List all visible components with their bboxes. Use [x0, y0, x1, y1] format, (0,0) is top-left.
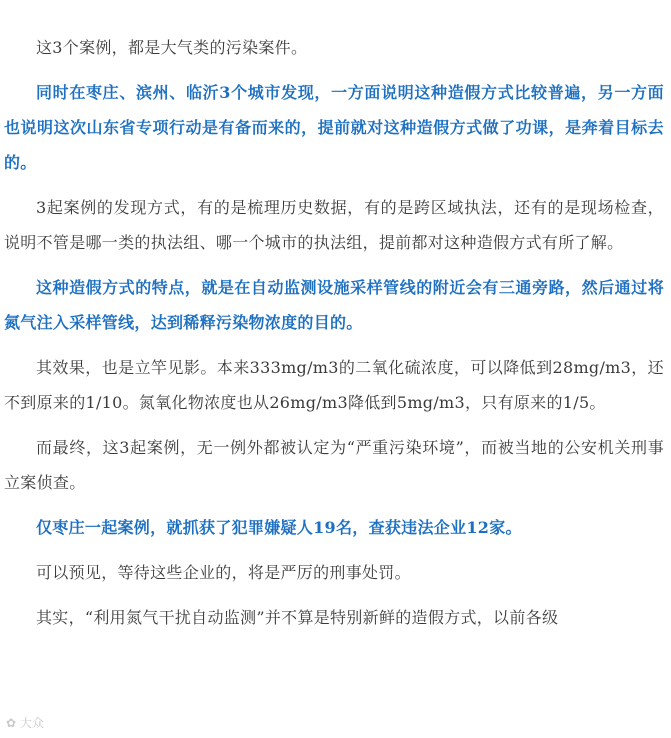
watermark-logo-icon: ✿	[6, 716, 17, 730]
paragraph-criminal-case: 而最终，这3起案例，无一例外都被认定为“严重污染环境”，而被当地的公安机关刑事立案侦查。	[4, 438, 664, 492]
paragraph-effect-figures: 其效果，也是立竿见影。本来333mg/m3的二氧化硫浓度，可以降低到28mg/m3，还不到原来的1/10。氮氧化物浓度也从26mg/m3降低到5mg/m3，只有原来的1/5。	[4, 358, 664, 412]
watermark-logo	[4, 714, 46, 731]
paragraph-method-highlight: 这种造假方式的特点，就是在自动监测设施采样管线的附近会有三通旁路，然后通过将氮气注入采样管线，达到稀释污染物浓度的目的。	[4, 278, 664, 332]
article-body	[4, 30, 664, 645]
watermark-text: 大众	[19, 716, 44, 730]
paragraph-cities-highlight: 同时在枣庄、滨州、临沂3个城市发现，一方面说明这种造假方式比较普遍，另一方面也说明这次山东省专项行动是有备而来的，提前就对这种造假方式做了功课，是奔着目标去的。	[4, 83, 664, 172]
paragraph-case-summary: 这3个案例，都是大气类的污染案件。	[36, 38, 308, 57]
paragraph-background-cut: 其实，“利用氮气干扰自动监测”并不算是特别新鲜的造假方式，以前各级	[36, 608, 559, 627]
paragraph-punishment: 可以预见，等待这些企业的，将是严厉的刑事处罚。	[36, 563, 411, 582]
paragraph-discovery-methods: 3起案例的发现方式，有的是梳理历史数据，有的是跨区域执法，还有的是现场检查，说明不管是哪一类的执法组、哪一个城市的执法组，提前都对这种造假方式有所了解。	[4, 198, 664, 252]
paragraph-arrests-highlight: 仅枣庄一起案例，就抓获了犯罪嫌疑人19名，查获违法企业12家。	[36, 518, 522, 537]
